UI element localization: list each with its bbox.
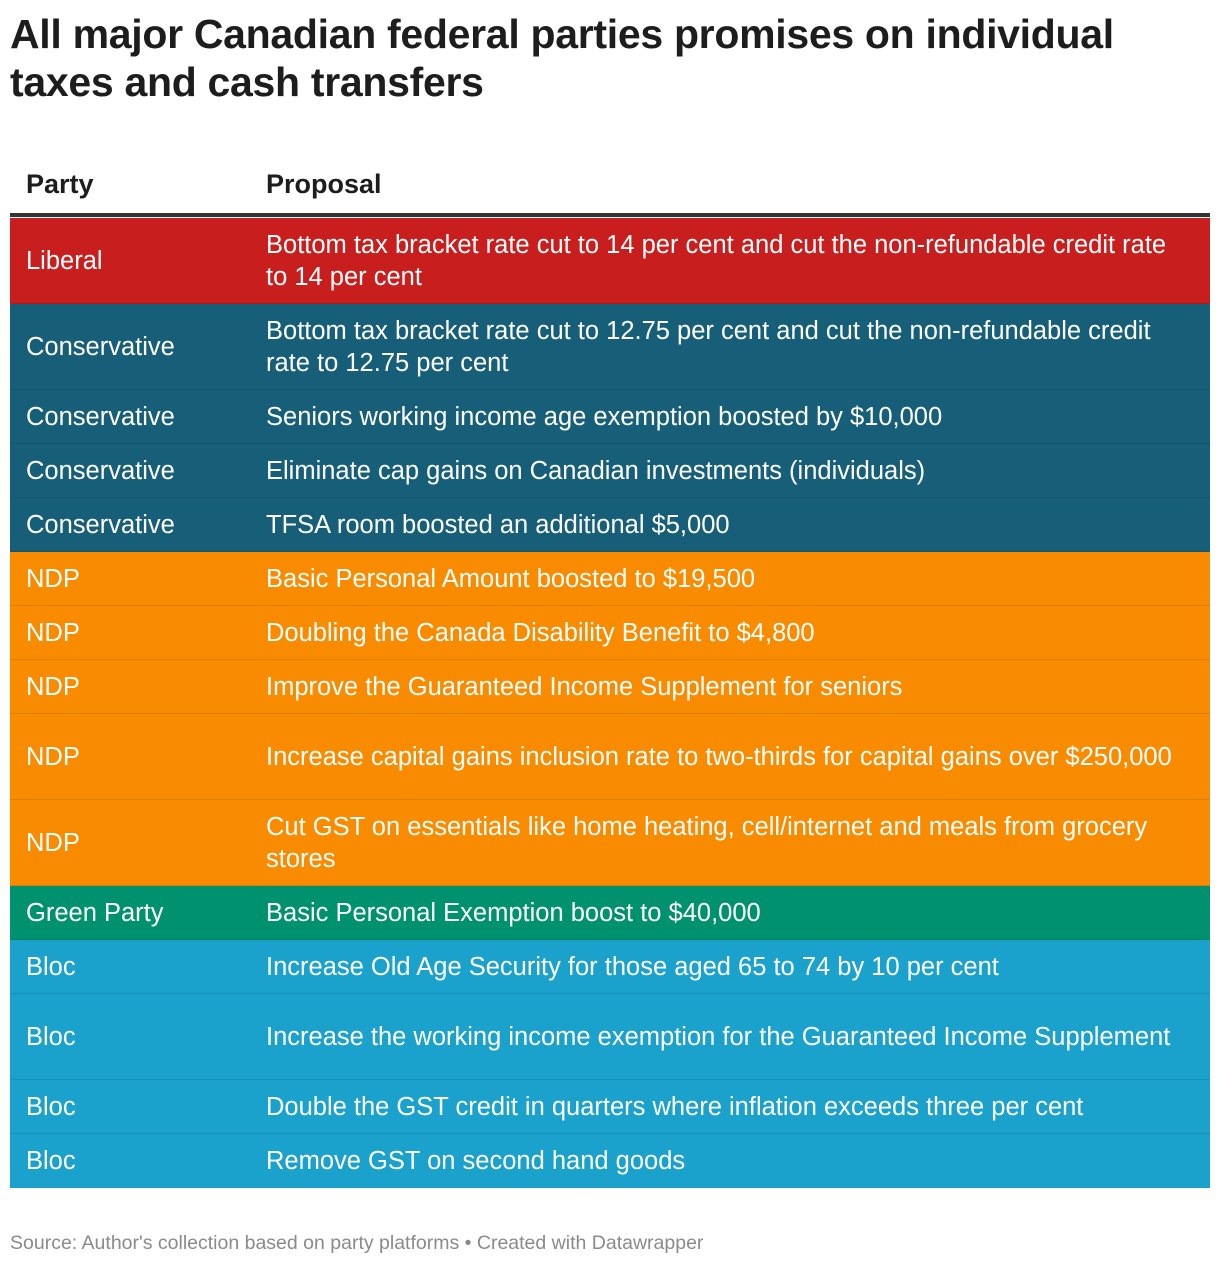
proposal-cell: Bottom tax bracket rate cut to 14 per cent and cut the non-refundable credit rate to 14 per cent — [266, 230, 1167, 291]
party-cell: Bloc — [26, 952, 76, 981]
table-row — [10, 714, 1210, 800]
table-row — [10, 886, 1210, 940]
party-cell: NDP — [26, 828, 80, 857]
proposal-cell: Seniors working income age exemption boosted by $10,000 — [266, 402, 943, 431]
table-row — [10, 552, 1210, 606]
source-note: Source: Author's collection based on party platforms • Created with Datawrapper — [10, 1232, 704, 1254]
proposal-cell: TFSA room boosted an additional $5,000 — [266, 510, 730, 539]
proposal-cell: Remove GST on second hand goods — [266, 1147, 686, 1175]
table-row — [10, 660, 1210, 714]
table-row — [10, 1134, 1210, 1188]
column-header-proposal[interactable]: Proposal — [266, 169, 382, 199]
table-row — [10, 606, 1210, 660]
table-row — [10, 994, 1210, 1080]
column-header-party[interactable]: Party — [26, 169, 94, 199]
data-table — [10, 160, 1210, 1188]
proposal-cell: Eliminate cap gains on Canadian investments (individuals) — [266, 456, 926, 485]
proposal-cell: Increase the working income exemption for the Guaranteed Income Supplement — [266, 1022, 1171, 1051]
table-row — [10, 1080, 1210, 1134]
chart-title: All major Canadian federal parties promises on individual taxes and cash transfers — [10, 11, 1114, 105]
proposal-cell: Basic Personal Exemption boost to $40,000 — [266, 898, 761, 927]
proposal-cell: Bottom tax bracket rate cut to 12.75 per cent and cut the non-refundable credit rate to 12.75 per cent — [266, 316, 1151, 377]
proposal-cell: Increase capital gains inclusion rate to two-thirds for capital gains over $250,000 — [266, 742, 1172, 771]
table-row — [10, 304, 1210, 390]
table-row — [10, 390, 1210, 444]
party-cell: Conservative — [26, 402, 175, 431]
party-cell: NDP — [26, 672, 80, 701]
table-row — [10, 498, 1210, 552]
table-body — [10, 218, 1210, 1188]
party-cell: NDP — [26, 742, 80, 771]
party-cell: Conservative — [26, 456, 175, 485]
party-cell: Green Party — [26, 898, 164, 927]
party-cell: Conservative — [26, 510, 175, 539]
table-row — [10, 444, 1210, 498]
party-cell: Liberal — [26, 246, 103, 275]
table-header — [10, 160, 1210, 217]
proposal-cell: Double the GST credit in quarters where inflation exceeds three per cent — [266, 1092, 1084, 1121]
proposal-cell: Doubling the Canada Disability Benefit to $4,800 — [266, 618, 815, 647]
party-cell: Bloc — [26, 1147, 76, 1175]
proposal-cell: Cut GST on essentials like home heating, cell/internet and meals from grocery stores — [266, 812, 1148, 873]
party-cell: Bloc — [26, 1092, 76, 1121]
proposal-cell: Improve the Guaranteed Income Supplement for seniors — [266, 672, 903, 701]
party-cell: Bloc — [26, 1022, 76, 1051]
party-cell: NDP — [26, 618, 80, 647]
party-cell: NDP — [26, 564, 80, 593]
proposal-cell: Basic Personal Amount boosted to $19,500 — [266, 564, 756, 593]
party-cell: Conservative — [26, 332, 175, 361]
table-row — [10, 940, 1210, 994]
table-row — [10, 800, 1210, 886]
table-row — [10, 218, 1210, 304]
proposal-cell: Increase Old Age Security for those aged 65 to 74 by 10 per cent — [266, 952, 999, 981]
